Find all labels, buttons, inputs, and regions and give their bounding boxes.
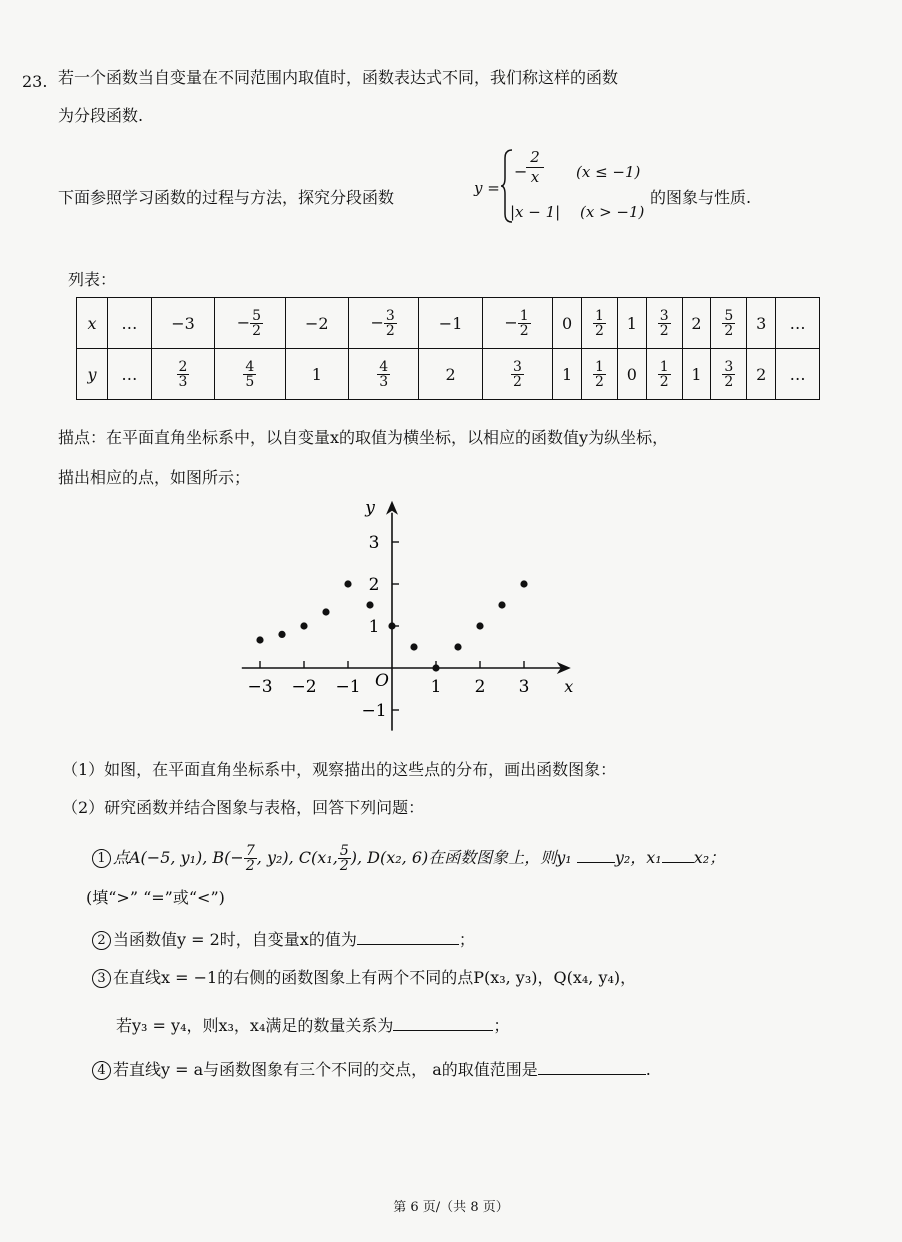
sub-question-2: （2）研究函数并结合图象与表格，回答下列问题： — [62, 798, 425, 817]
y-tick-label: 2 — [368, 575, 380, 595]
x-tick-label: −1 — [335, 677, 361, 697]
answer-blank-item-4[interactable] — [538, 1058, 646, 1075]
origin-label: O — [375, 671, 389, 691]
y-value-cell: … — [776, 349, 820, 400]
answer-blank-item-3[interactable] — [393, 1014, 493, 1031]
answer-blank-item-2[interactable] — [357, 928, 459, 945]
circle-number-2: 2 — [92, 931, 111, 950]
item-1-fraction-7-2 — [244, 844, 257, 873]
item-1-text-d: y₂，x₁ — [614, 848, 662, 867]
function-y-eq: y = — [474, 179, 500, 197]
plot-text-line-1: 描点：在平面直角坐标系中，以自变量x的取值为横坐标，以相应的函数值y为纵坐标， — [58, 428, 669, 447]
x-value-cell: … — [776, 298, 820, 349]
y-tick-label: 1 — [368, 617, 380, 637]
x-value-cell: −2 — [285, 298, 348, 349]
data-point — [278, 631, 285, 638]
scatter-chart — [230, 497, 574, 730]
item-3 — [92, 968, 636, 988]
item-1-text-a: 点A(−5, y₁), B(− — [113, 848, 244, 867]
item-1-text-b: , y₂), C(x₁, — [256, 848, 338, 867]
explore-suffix: 的图象与性质. — [650, 188, 752, 207]
piece1-numerator: 2 — [526, 148, 544, 168]
data-point — [454, 643, 461, 650]
y-value-cell: $\frac{3}{2}$ — [711, 349, 747, 400]
answer-blank-y1-y2[interactable] — [577, 846, 615, 863]
x-value-cell: $\frac{1}{2}$ — [582, 298, 618, 349]
x-value-cell: 1 — [617, 298, 646, 349]
y-value-cell: 0 — [617, 349, 646, 400]
x-value-cell: − $\frac{1}{2}$ — [482, 298, 552, 349]
data-point — [476, 622, 483, 629]
y-tick-label: 3 — [368, 533, 380, 553]
x-value-cell: 3 — [747, 298, 776, 349]
y-value-cell: 1 — [285, 349, 348, 400]
x-value-cell: − $\frac{5}{2}$ — [215, 298, 285, 349]
value-table — [76, 297, 820, 400]
data-point — [410, 643, 417, 650]
item-4-text: 若直线y = a与函数图象有三个不同的交点， a的取值范围是 — [113, 1060, 538, 1079]
item-2 — [92, 928, 475, 950]
x-tick-label: 2 — [474, 677, 486, 697]
y-header: y — [77, 349, 108, 400]
item-1-hint: (填“>” “=”或“<”) — [86, 888, 225, 907]
table-row-x — [77, 298, 820, 349]
x-value-cell: 0 — [553, 298, 582, 349]
list-label: 列表： — [68, 270, 117, 289]
x-value-cell: −3 — [151, 298, 214, 349]
piece2-condition: (x > −1) — [580, 203, 645, 221]
x-value-cell: 2 — [682, 298, 711, 349]
y-value-cell: 1 — [682, 349, 711, 400]
item-4 — [92, 1058, 651, 1080]
item-1-text-c: ), D(x₂, 6)在函数图象上，则y₁ — [350, 848, 572, 867]
piece1-fraction — [526, 148, 544, 187]
item-1-fraction-5-2 — [338, 844, 351, 873]
y-axis-arrow-icon — [386, 501, 398, 515]
y-value-cell: 1 — [553, 349, 582, 400]
x-value-cell: $\frac{3}{2}$ — [646, 298, 682, 349]
y-value-cell: $\frac{1}{2}$ — [582, 349, 618, 400]
frac-denominator: 2 — [245, 858, 255, 874]
x-value-cell: −1 — [419, 298, 482, 349]
y-value-cell: $\frac{1}{2}$ — [646, 349, 682, 400]
x-tick-label: 1 — [430, 677, 442, 697]
intro-line-1: 若一个函数当自变量在不同范围内取值时，函数表达式不同，我们称这样的函数 — [58, 68, 619, 87]
data-point — [344, 580, 351, 587]
y-value-cell: 2 — [747, 349, 776, 400]
data-point — [322, 608, 329, 615]
y-value-cell: $\frac{4}{5}$ — [215, 349, 285, 400]
answer-blank-x1-x2[interactable] — [662, 846, 694, 863]
circle-number-4: 4 — [92, 1061, 111, 1080]
data-point — [520, 580, 527, 587]
page-footer: 第 6 页/（共 8 页） — [393, 1200, 509, 1215]
y-value-cell: $\frac{3}{2}$ — [482, 349, 552, 400]
piecewise-function — [470, 146, 650, 226]
x-value-cell: … — [108, 298, 152, 349]
y-value-cell: … — [108, 349, 152, 400]
data-point — [366, 601, 373, 608]
data-point — [388, 622, 395, 629]
frac-numerator: 5 — [339, 843, 349, 859]
item-3-end: ； — [493, 1016, 510, 1035]
data-point — [300, 622, 307, 629]
item-2-end: ； — [458, 930, 475, 949]
data-point — [432, 664, 439, 671]
y-axis-label: y — [365, 497, 375, 518]
frac-numerator: 7 — [245, 843, 255, 859]
y-tick-label: −1 — [361, 701, 387, 721]
x-value-cell: − $\frac{3}{2}$ — [348, 298, 418, 349]
item-4-end: . — [645, 1060, 651, 1079]
circle-number-1: 1 — [92, 849, 111, 868]
piece1-denominator: x — [530, 168, 540, 186]
x-value-cell: $\frac{5}{2}$ — [711, 298, 747, 349]
item-2-text: 当函数值y = 2时，自变量x的值为 — [113, 930, 357, 949]
sub-question-1: （1）如图，在平面直角坐标系中，观察描出的这些点的分布，画出函数图象： — [62, 760, 617, 779]
question-number: 23. — [22, 72, 48, 91]
item-1 — [92, 843, 726, 874]
explore-prefix: 下面参照学习函数的过程与方法，探究分段函数 — [58, 188, 395, 207]
data-point — [256, 636, 263, 643]
item-3-text-2: 若y₃ = y₄，则x₃，x₄满足的数量关系为 — [116, 1016, 394, 1035]
y-value-cell: 2 — [419, 349, 482, 400]
item-3-text: 在直线x = −1的右侧的函数图象上有两个不同的点P(x₃, y₃)，Q(x₄, y₄)， — [113, 968, 637, 987]
intro-line-2: 为分段函数. — [58, 106, 144, 125]
piece2-expression: |x − 1| — [510, 203, 561, 221]
x-tick-label: 3 — [518, 677, 530, 697]
y-value-cell: $\frac{4}{3}$ — [348, 349, 418, 400]
x-header: x — [77, 298, 108, 349]
x-axis-label: x — [564, 677, 574, 696]
x-tick-label: −2 — [291, 677, 317, 697]
data-point — [498, 601, 505, 608]
item-3-line-2 — [116, 1014, 509, 1036]
piece1-sign: − — [514, 162, 528, 181]
circle-number-3: 3 — [92, 969, 111, 988]
x-tick-label: −3 — [247, 677, 273, 697]
item-1-text-e: x₂； — [693, 848, 726, 867]
plot-text-line-2: 描出相应的点，如图所示； — [58, 468, 251, 487]
frac-denominator: 2 — [339, 858, 349, 874]
y-value-cell: $\frac{2}{3}$ — [151, 349, 214, 400]
table-row-y — [77, 349, 820, 400]
piece1-condition: (x ≤ −1) — [576, 163, 641, 181]
